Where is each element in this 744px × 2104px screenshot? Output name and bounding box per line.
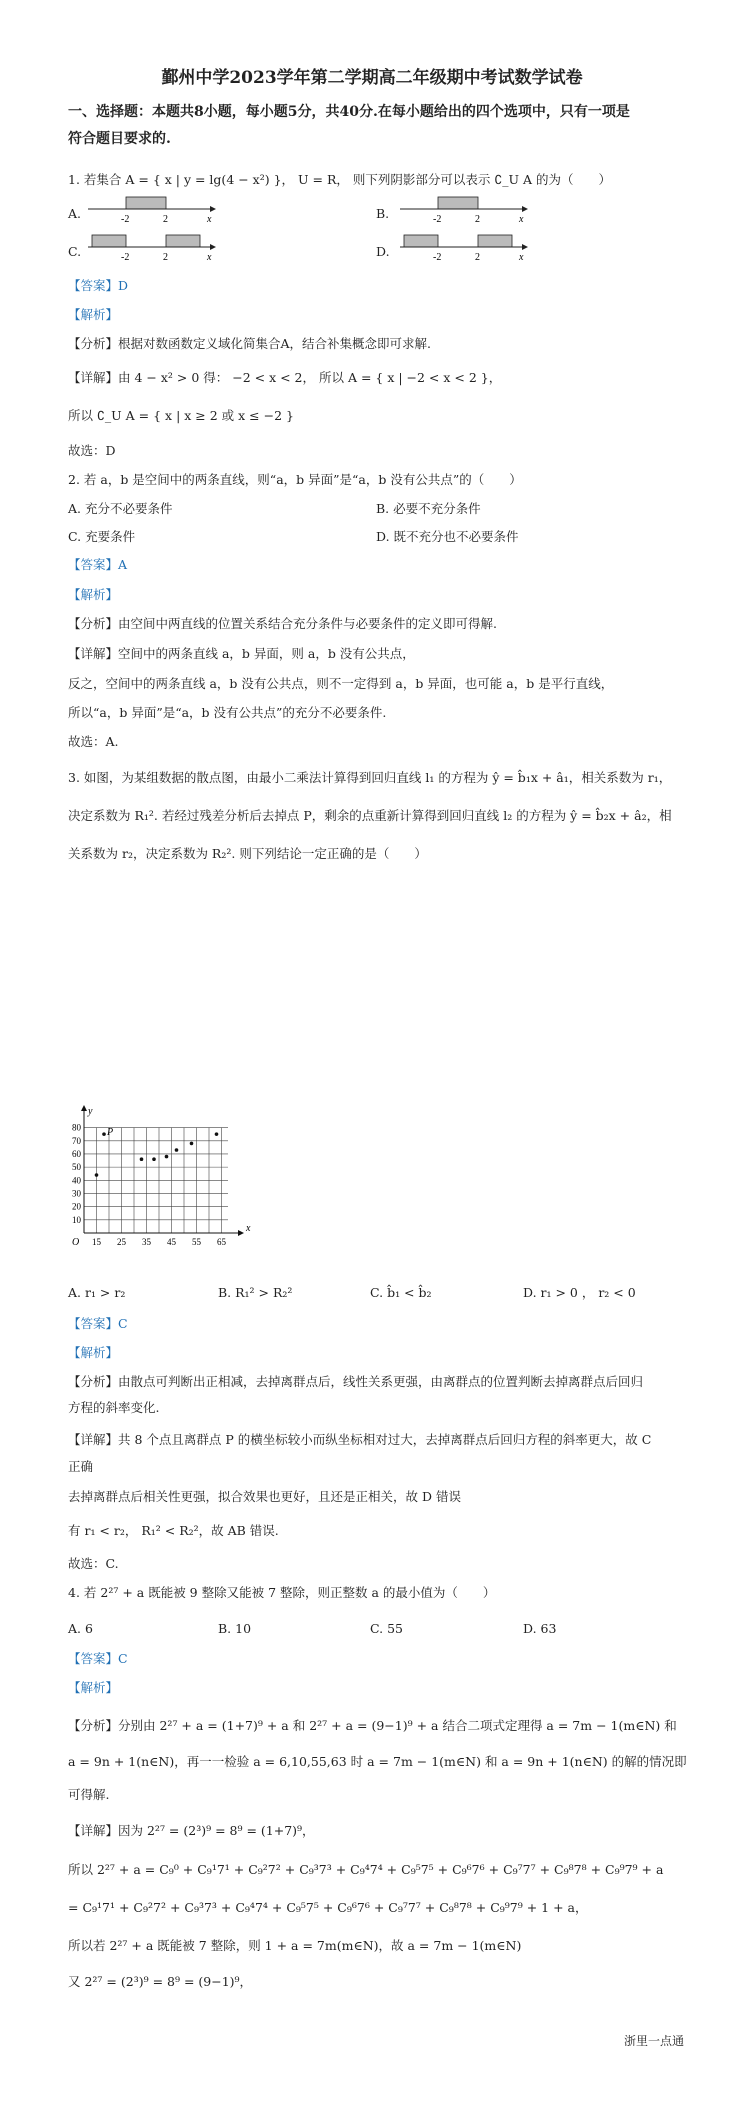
x-tick-label: 65	[217, 1237, 226, 1247]
origin-label: O	[72, 1237, 80, 1248]
shaded-region-left	[92, 235, 126, 247]
q4-xiangjie: 【详解】因为 2²⁷ = (2³)⁹ = 8⁹ = (1+7)⁹，	[68, 1823, 315, 1838]
y-tick-label: 10	[72, 1214, 81, 1225]
q1-option-b-label: B.	[376, 206, 390, 221]
q1-xiangjie: 【详解】由 4 − x² > 0 得： −2 < x < 2， 所以 A = { x | −2 < x < 2 }，	[68, 370, 502, 385]
x-axis-arrow	[238, 1230, 244, 1236]
q3-answer: 【答案】C	[68, 1316, 128, 1331]
x-axis-label: x	[246, 1223, 251, 1234]
shaded-region-right	[166, 235, 200, 247]
q3-option-a: A. r₁ > r₂	[68, 1285, 126, 1300]
y-axis-label: y	[88, 1106, 93, 1117]
q4-analysis-tag: 【解析】	[68, 1680, 119, 1695]
q1-analysis-tag: 【解析】	[68, 307, 119, 322]
section-heading-line1: 一、选择题：本题共8小题，每小题5分，共40分.在每小题给出的四个选项中，只有一项是	[68, 104, 630, 120]
y-tick-label: 20	[72, 1201, 81, 1212]
q3-xiangjie-line3: 去掉离群点后相关性更强，拟合效果也更好，且还是正相关，故 D 错误	[68, 1489, 461, 1504]
tick-label-neg2: -2	[433, 214, 442, 225]
q1-option-a-label: A.	[68, 206, 82, 221]
q3-option-b: B. R₁² > R₂²	[218, 1285, 293, 1300]
tick-label-2: 2	[163, 214, 168, 225]
q2-option-d: D. 既不充分也不必要条件	[376, 529, 519, 544]
shaded-region	[438, 197, 478, 209]
q4-line-c: 所以若 2²⁷ + a 既能被 7 整除，则 1 + a = 7m(m∈N)，故 a = 7m − 1(m∈N)	[68, 1938, 522, 1953]
q3-xiangjie-line1: 【详解】共 8 个点且离群点 P 的横坐标较小而纵坐标相对过大，去掉离群点后回归方程的斜率更大，故 C	[68, 1432, 652, 1447]
q3-option-c: C. b̂₁ < b̂₂	[370, 1285, 432, 1300]
tick-label-2: 2	[163, 252, 168, 263]
y-tick-label: 80	[72, 1122, 81, 1133]
y-tick-label: 70	[72, 1135, 81, 1146]
q3-guxuan: 故选：C.	[68, 1556, 119, 1571]
tick-label-neg2: -2	[433, 252, 442, 263]
shaded-region	[126, 197, 166, 209]
q1-option-d-label: D.	[376, 244, 390, 259]
point-p-label: P	[107, 1127, 114, 1139]
q3-stem-line3: 关系数为 r₂，决定系数为 R₂². 则下列结论一定正确的是（ ）	[68, 846, 427, 861]
scatter-point	[152, 1157, 156, 1161]
y-tick-label: 60	[72, 1148, 81, 1159]
axis-var-label: x	[207, 252, 212, 263]
q2-stem: 2. 若 a，b 是空间中的两条直线，则“a，b 异面”是“a，b 没有公共点”的（ ）	[68, 472, 522, 487]
q1-diagram-a	[88, 194, 218, 232]
q4-fenxi-line1: 【分析】分别由 2²⁷ + a = (1+7)⁹ + a 和 2²⁷ + a = (9−1)⁹ + a 结合二项式定理得 a = 7m − 1(m∈N) 和	[68, 1718, 677, 1733]
axis-var-label: x	[519, 214, 524, 225]
q4-option-c: C. 55	[370, 1621, 403, 1636]
tick-label-2: 2	[475, 214, 480, 225]
q2-xiangjie: 【详解】空间中的两条直线 a，b 异面，则 a，b 没有公共点，	[68, 646, 415, 661]
scatter-point	[215, 1132, 219, 1136]
q3-xiangjie-line4: 有 r₁ < r₂， R₁² < R₂²，故 AB 错误.	[68, 1523, 279, 1538]
q1-stem: 1. 若集合 A = { x | y = lg(4 − x²) }， U = R， 则下列阴影部分可以表示 ∁_U A 的为（ ）	[68, 172, 612, 187]
scatter-point	[165, 1155, 169, 1159]
q3-option-d: D. r₁ > 0 ， r₂ < 0	[523, 1285, 636, 1300]
q1-diagram-c	[88, 232, 218, 270]
q4-fenxi-line2: a = 9n + 1(n∈N)，再一一检验 a = 6,10,55,63 时 a = 7m − 1(m∈N) 和 a = 9n + 1(n∈N) 的解的情况即	[68, 1754, 687, 1769]
scatter-point	[190, 1142, 194, 1146]
q3-fenxi-line2: 方程的斜率变化.	[68, 1400, 160, 1415]
q4-fenxi-line3: 可得解.	[68, 1787, 110, 1802]
scatter-point	[175, 1148, 179, 1152]
scatter-point	[95, 1173, 99, 1177]
q4-stem: 4. 若 2²⁷ + a 既能被 9 整除又能被 7 整除，则正整数 a 的最小值为（ ）	[68, 1585, 496, 1600]
footer-brand: 浙里一点通	[623, 2034, 684, 2048]
x-tick-label: 55	[192, 1237, 201, 1247]
x-tick-label: 35	[142, 1237, 151, 1247]
q3-scatter-chart	[60, 1105, 250, 1250]
tick-label-2: 2	[475, 252, 480, 263]
q2-analysis-tag: 【解析】	[68, 587, 119, 602]
y-axis-arrow	[81, 1105, 87, 1111]
tick-label-neg2: -2	[121, 214, 130, 225]
q1-fenxi: 【分析】根据对数函数定义域化简集合A，结合补集概念即可求解.	[68, 336, 432, 351]
q2-fanzhi: 反之，空间中的两条直线 a，b 没有公共点，则不一定得到 a，b 异面，也可能 a，b 是平行直线，	[68, 676, 614, 691]
q2-fenxi: 【分析】由空间中两直线的位置关系结合充分条件与必要条件的定义即可得解.	[68, 616, 497, 631]
axis-var-label: x	[207, 214, 212, 225]
section-heading-line2: 符合题目要求的.	[68, 131, 171, 147]
axis-arrow	[522, 206, 528, 212]
q4-line-b: = C₉¹7¹ + C₉²7² + C₉³7³ + C₉⁴7⁴ + C₉⁵7⁵ + C₉⁶7⁶ + C₉⁷7⁷ + C₉⁸7⁸ + C₉⁹7⁹ + 1 + a，	[68, 1900, 588, 1915]
q4-answer: 【答案】C	[68, 1651, 128, 1666]
q2-option-a: A. 充分不必要条件	[68, 501, 173, 516]
tick-label-neg2: -2	[121, 252, 130, 263]
q1-diagram-b	[400, 194, 530, 232]
q1-suoyi: 所以 ∁_U A = { x | x ≥ 2 或 x ≤ −2 }	[68, 408, 294, 423]
scatter-point	[102, 1132, 106, 1136]
q2-answer: 【答案】A	[68, 557, 128, 572]
q1-guxuan: 故选：D	[68, 443, 116, 458]
axis-arrow	[210, 244, 216, 250]
axis-arrow	[210, 206, 216, 212]
x-tick-label: 15	[92, 1237, 101, 1247]
q2-guxuan: 故选：A.	[68, 734, 119, 749]
q2-suoyi: 所以“a，b 异面”是“a，b 没有公共点”的充分不必要条件.	[68, 705, 387, 720]
x-tick-label: 45	[167, 1237, 176, 1247]
scatter-point	[140, 1157, 144, 1161]
q1-diagram-d	[400, 232, 530, 270]
q4-option-b: B. 10	[218, 1621, 252, 1636]
q3-stem-line2: 决定系数为 R₁². 若经过残差分析后去掉点 P，剩余的点重新计算得到回归直线 l₂ 的方程为 ŷ = b̂₂x + â₂，相	[68, 808, 672, 823]
axis-var-label: x	[519, 252, 524, 263]
q3-analysis-tag: 【解析】	[68, 1345, 119, 1360]
q2-option-c: C. 充要条件	[68, 529, 136, 544]
q4-line-a: 所以 2²⁷ + a = C₉⁰ + C₉¹7¹ + C₉²7² + C₉³7³ + C₉⁴7⁴ + C₉⁵7⁵ + C₉⁶7⁶ + C₉⁷7⁷ + C₉⁸7⁸ + C₉⁹7⁹ + a	[68, 1862, 664, 1877]
q4-option-a: A. 6	[68, 1621, 93, 1636]
q2-option-b: B. 必要不充分条件	[376, 501, 481, 516]
y-tick-label: 50	[72, 1162, 81, 1173]
shaded-region-left	[404, 235, 438, 247]
shaded-region-right	[478, 235, 512, 247]
axis-arrow	[522, 244, 528, 250]
y-tick-label: 40	[72, 1175, 81, 1186]
q1-option-c-label: C.	[68, 244, 82, 259]
x-tick-label: 25	[117, 1237, 126, 1247]
q4-option-d: D. 63	[523, 1621, 557, 1636]
q3-fenxi-line1: 【分析】由散点可判断出正相减，去掉离群点后，线性关系更强，由离群点的位置判断去掉离群点后回归	[68, 1374, 644, 1389]
page-title: 鄞州中学2023学年第二学期高二年级期中考试数学试卷	[161, 68, 583, 88]
q3-xiangjie-line2: 正确	[68, 1459, 94, 1474]
q1-answer: 【答案】D	[68, 278, 129, 293]
q4-line-d: 又 2²⁷ = (2³)⁹ = 8⁹ = (9−1)⁹，	[68, 1974, 253, 1989]
q3-stem-line1: 3. 如图，为某组数据的散点图，由最小二乘法计算得到回归直线 l₁ 的方程为 ŷ = b̂₁x + â₁，相关系数为 r₁，	[68, 770, 672, 785]
y-tick-label: 30	[72, 1188, 81, 1199]
